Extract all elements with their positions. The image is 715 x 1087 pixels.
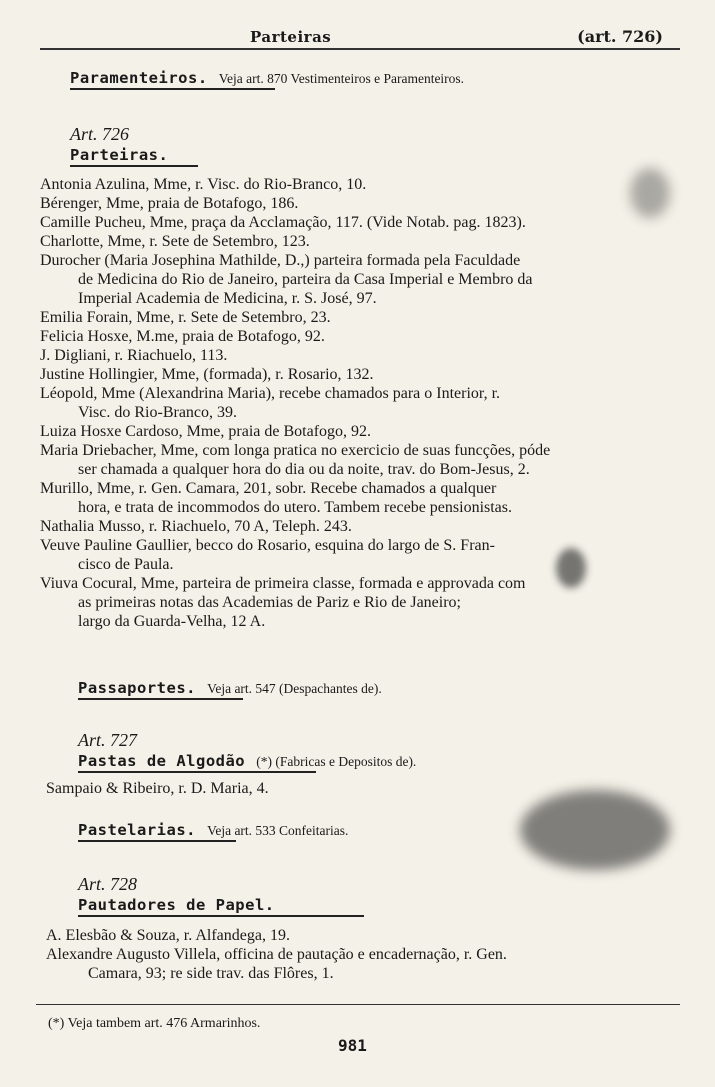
section-note: Veja art. 870 Vestimenteiros e Paramenteiros. — [218, 71, 465, 86]
section-note: Veja art. 547 (Despachantes de). — [207, 681, 382, 696]
list-item-continuation: Visc. do Rio-Branco, 39. — [78, 404, 238, 421]
list-item: Emilia Forain, Mme, r. Sete de Setembro, 23. — [40, 309, 331, 326]
list-item: Maria Driebacher, Mme, com longa pratica no exercicio de suas funcções, póde — [40, 442, 551, 459]
ink-blot — [520, 790, 670, 870]
list-item: Durocher (Maria Josephina Mathilde, D.,) parteira formada pela Faculdade — [40, 252, 521, 269]
section-passaportes — [78, 678, 382, 700]
list-item-continuation: Camara, 93; re side trav. das Flôres, 1. — [88, 965, 334, 982]
list-item: A. Elesbão & Souza, r. Alfandega, 19. — [46, 927, 290, 944]
list-item: Luiza Hosxe Cardoso, Mme, praia de Botafogo, 92. — [40, 423, 372, 440]
list-item: J. Digliani, r. Riachuelo, 113. — [40, 347, 228, 364]
article-underline — [78, 771, 316, 773]
list-item: Charlotte, Mme, r. Sete de Setembro, 123. — [40, 233, 310, 250]
ink-blot — [630, 168, 670, 218]
list-item: Antonia Azulina, Mme, r. Visc. do Rio-Branco, 10. — [40, 176, 367, 193]
list-item: Bérenger, Mme, praia de Botafogo, 186. — [40, 195, 299, 212]
list-item: Sampaio & Ribeiro, r. D. Maria, 4. — [46, 780, 269, 797]
ink-blot — [556, 548, 586, 588]
section-title: Passaportes. — [78, 679, 196, 697]
article-728-header — [78, 874, 364, 917]
header-rule — [40, 48, 680, 50]
section-pastelarias — [78, 820, 348, 842]
section-note: Veja art. 533 Confeitarias. — [207, 823, 349, 838]
list-item-continuation: cisco de Paula. — [78, 556, 174, 573]
list-item-continuation: as primeiras notas das Academias de Pariz e Rio de Janeiro; — [78, 594, 461, 611]
list-item-continuation: ser chamada a qualquer hora do dia ou da noite, trav. do Bom-Jesus, 2. — [78, 461, 530, 478]
footnote: (*) Veja tambem art. 476 Armarinhos. — [48, 1016, 261, 1031]
article-728-entries — [46, 926, 686, 983]
article-underline — [78, 915, 364, 917]
list-item: Camille Pucheu, Mme, praça da Acclamação, 117. (Vide Notab. pag. 1823). — [40, 214, 526, 231]
section-underline — [78, 698, 243, 700]
article-note: (*) (Fabricas e Depositos de). — [256, 754, 417, 769]
list-item: Murillo, Mme, r. Gen. Camara, 201, sobr. Recebe chamados a qualquer — [40, 480, 497, 497]
list-item-continuation: de Medicina do Rio de Janeiro, parteira da Casa Imperial e Membro da — [78, 271, 533, 288]
page-header — [0, 24, 715, 46]
list-item: Veuve Pauline Gaullier, becco do Rosario, esquina do largo de S. Fran- — [40, 537, 495, 554]
list-item-continuation: Imperial Academia de Medicina, r. S. José, 97. — [78, 290, 377, 307]
article-underline — [70, 165, 198, 167]
list-item: Nathalia Musso, r. Riachuelo, 70 A, Teleph. 243. — [40, 518, 352, 535]
list-item: Viuva Cocural, Mme, parteira de primeira classe, formada e approvada com — [40, 575, 526, 592]
list-item: Justine Hollingier, Mme, (formada), r. Rosario, 132. — [40, 366, 374, 383]
article-label: Art. 727 — [78, 730, 138, 750]
header-title: Parteiras — [250, 28, 332, 46]
page-number: 981 — [338, 1036, 367, 1055]
section-title: Pastelarias. — [78, 821, 196, 839]
article-title: Parteiras. — [70, 146, 169, 164]
list-item: Felicia Hosxe, M.me, praia de Botafogo, 92. — [40, 328, 325, 345]
article-title: Pautadores de Papel. — [78, 896, 275, 914]
section-underline — [70, 88, 275, 90]
list-item: Alexandre Augusto Villela, officina de pautação e encadernação, r. Gen. — [46, 946, 507, 963]
article-727-header — [78, 730, 416, 773]
article-label: Art. 728 — [78, 874, 138, 894]
list-item: Léopold, Mme (Alexandrina Maria), recebe chamados para o Interior, r. — [40, 385, 501, 402]
list-item-continuation: largo da Guarda-Velha, 12 A. — [78, 613, 266, 630]
section-paramenteiros — [70, 68, 464, 90]
article-726-header — [70, 124, 198, 167]
section-underline — [78, 840, 236, 842]
list-item-continuation: hora, e trata de incommodos do utero. Tambem recebe pensionistas. — [78, 499, 513, 516]
footnote-rule — [36, 1004, 680, 1005]
article-title: Pastas de Algodão — [78, 752, 246, 770]
article-label: Art. 726 — [70, 124, 130, 144]
header-article-ref: (art. 726) — [577, 27, 663, 46]
section-title: Paramenteiros. — [70, 69, 208, 87]
